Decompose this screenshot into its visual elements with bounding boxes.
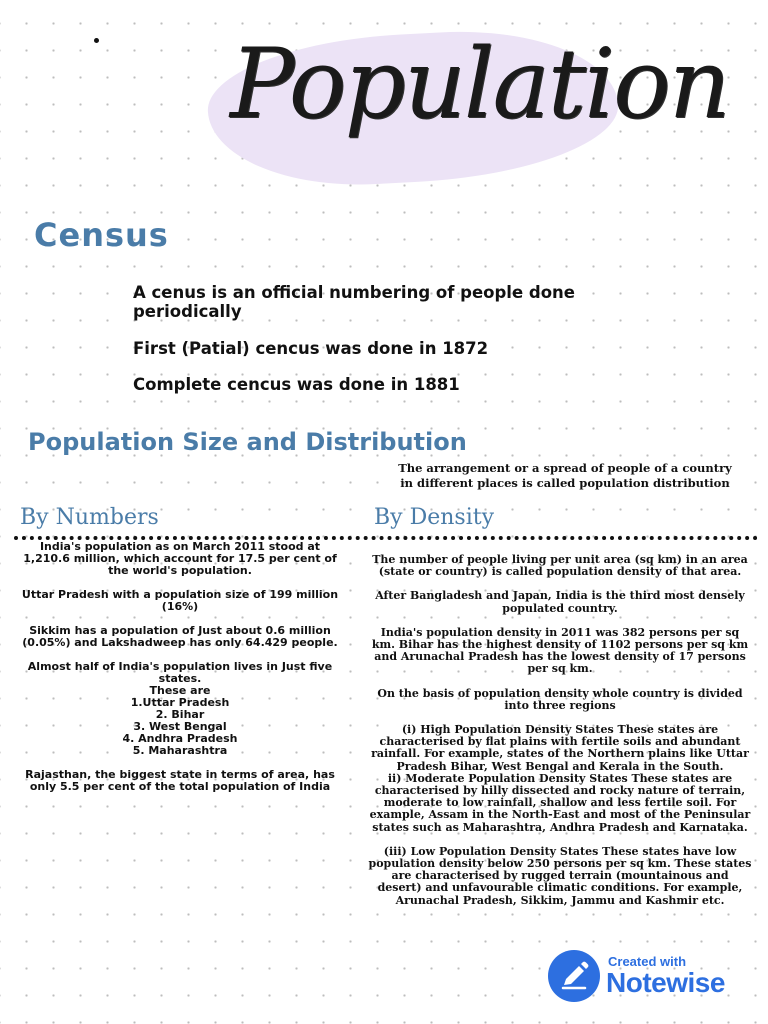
distribution-heading: Population Size and Distribution xyxy=(28,428,467,456)
by-numbers-content xyxy=(20,541,340,805)
bullet-dot xyxy=(94,38,99,43)
numbers-closing: Rajasthan, the biggest state in terms of area, has only 5.5 per cent of the total population of India xyxy=(25,768,335,793)
census-line-complete: Complete cencus was done in 1881 xyxy=(133,375,460,394)
badge-caption: Created with xyxy=(608,954,687,969)
notewise-badge xyxy=(548,950,748,1002)
census-line-definition: A cenus is an official numbering of people done periodically xyxy=(133,283,575,321)
density-paragraph: After Bangladesh and Japan, India is the third most densely populated country. xyxy=(375,589,745,615)
states-list-intro: These are xyxy=(149,684,211,697)
numbers-paragraph: India's population as on March 2011 stood at 1,210.6 million, which account for 17.5 per cent of the world's population. xyxy=(23,540,337,577)
distribution-definition: The arrangement or a spread of people of a country in different places is called population distribution xyxy=(398,461,732,490)
numbers-paragraph: Sikkim has a population of Just about 0.6 million (0.05%) and Lakshadweep has only 64.429 people. xyxy=(22,624,338,649)
census-heading: Census xyxy=(34,216,169,254)
density-paragraph: On the basis of population density whole country is divided into three regions xyxy=(377,686,743,712)
density-paragraph: The number of people living per unit area (sq km) in an area (state or country) is called population density of that area. xyxy=(372,553,748,579)
state-list-item: 5. Maharashtra xyxy=(132,744,228,757)
state-list-item: 2. Bihar xyxy=(155,708,205,721)
density-paragraph: India's population density in 2011 was 382 persons per sq km. Bihar has the highest density of 1102 persons per sq km and Arunachal Pradesh has the lowest density of 17 persons per sq km. xyxy=(371,625,749,676)
by-density-content xyxy=(368,554,752,919)
state-list-item: 3. West Bengal xyxy=(133,720,227,733)
density-low: (iii) Low Population Density States These states have low population density below 250 persons per sq km. These states are characterised by rugged terrain (mountainous and desert) and unfavourable climatic conditions. For example, Arunachal Pradesh, Sikkim, Jammu and Kashmir etc. xyxy=(368,844,752,907)
density-moderate: ii) Moderate Population Density States These states are characterised by hilly dissected and rocky nature of terrain, moderate to low rainfall, shallow and less fertile soil. For example, Assam in the North-East and most of the Peninsular states such as Maharashtra, Andhra Pradesh and Karnataka. xyxy=(369,771,751,834)
by-numbers-heading: By Numbers xyxy=(20,505,159,530)
density-high: (i) High Population Density States These states are characterised by flat plains with fertile soils and abundant rainfall. For example, states of the Northern plains like Uttar Pradesh Bihar, West Bengal and Kerala in the South. xyxy=(371,723,749,773)
pencil-icon xyxy=(548,950,600,1002)
by-density-heading: By Density xyxy=(374,505,495,530)
census-line-first: First (Patial) cencus was done in 1872 xyxy=(133,339,489,358)
numbers-paragraph: Uttar Pradesh with a population size of 199 million (16%) xyxy=(21,588,339,613)
state-list-item: 4. Andhra Pradesh xyxy=(122,732,238,745)
badge-brand: Notewise xyxy=(606,967,725,998)
page-title: Population xyxy=(230,28,729,140)
state-list-item: 1.Uttar Pradesh xyxy=(130,696,230,709)
numbers-paragraph: Almost half of India's population lives in Just five states. xyxy=(27,660,333,685)
